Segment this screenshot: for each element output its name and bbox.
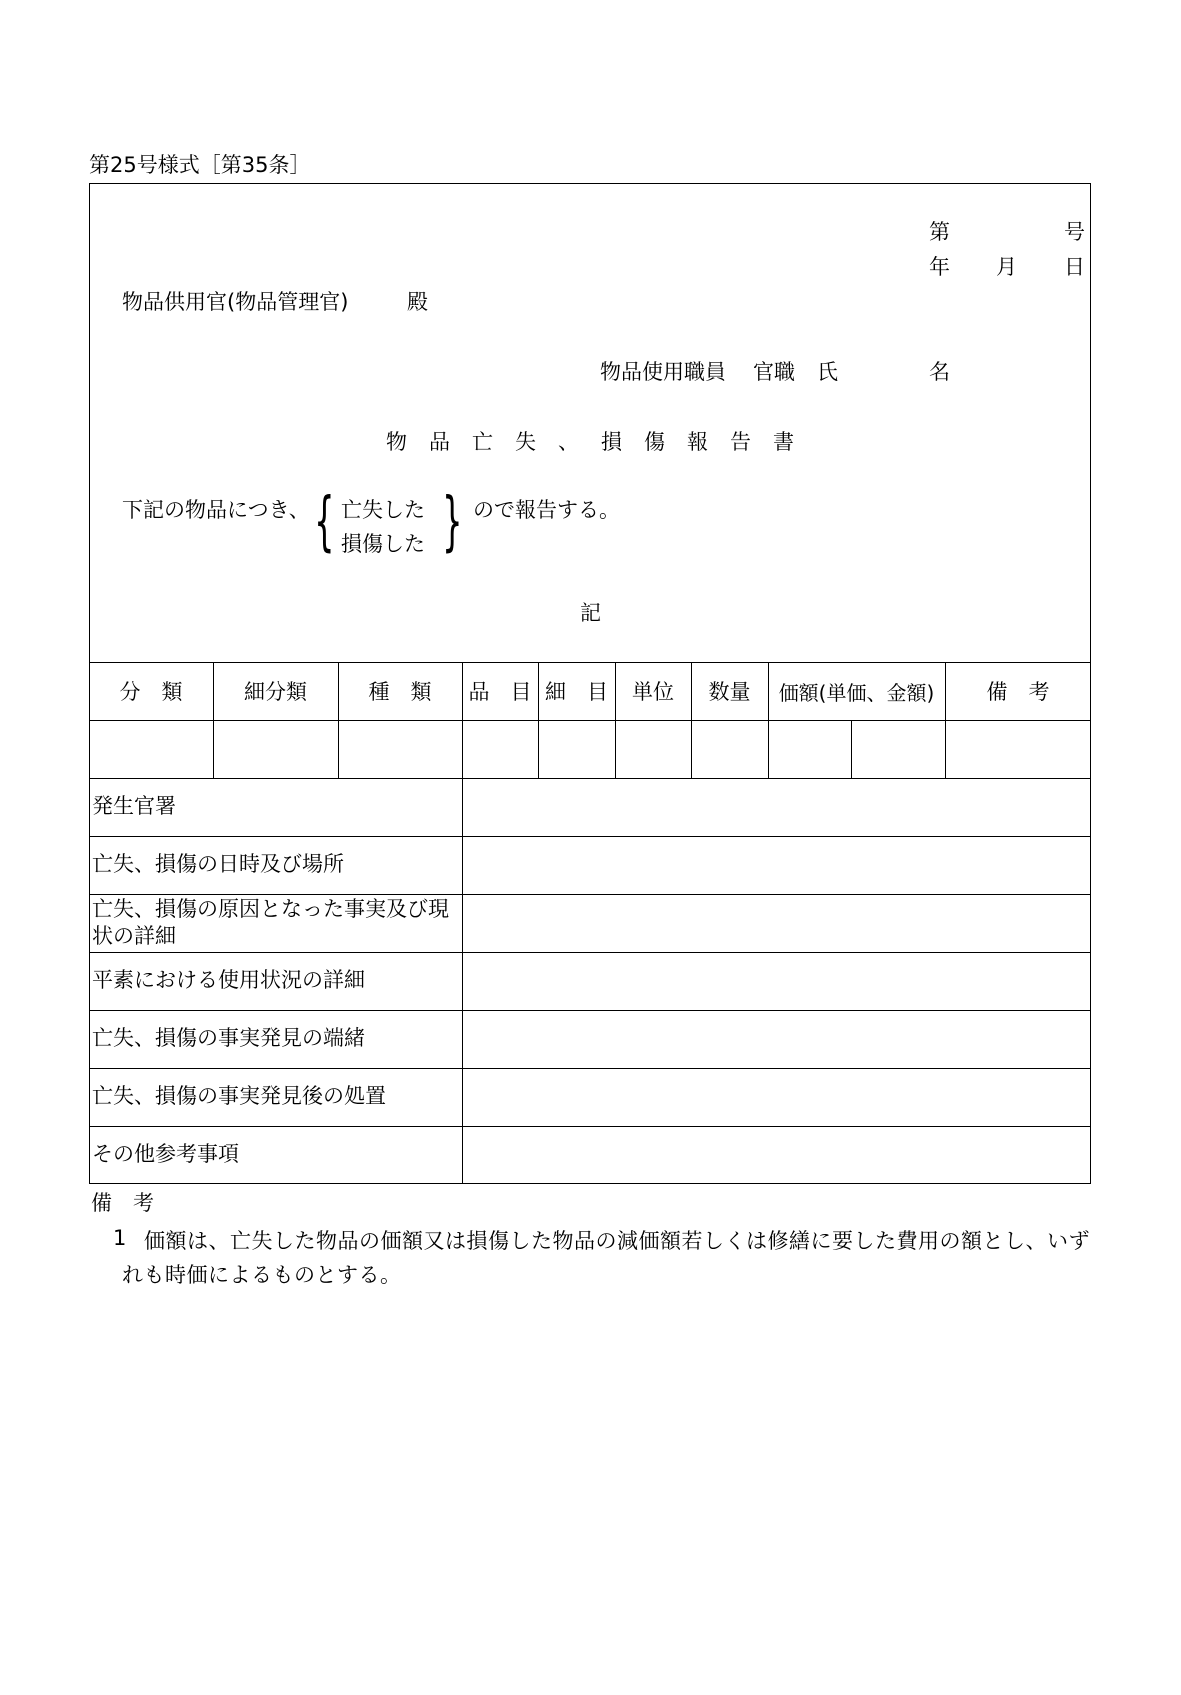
year-label: 年 [929,255,950,279]
note-number: 1 [113,1226,127,1250]
honorific: 殿 [407,290,428,314]
document-title: 物品亡失、損傷報告書 [386,430,816,454]
header-price: 価額(単価、金額) [778,680,935,705]
row-label-discovery: 亡失、損傷の事実発見の端緒 [92,1026,365,1051]
row-label-office: 発生官署 [92,794,176,819]
row-label-other: その他参考事項 [92,1142,239,1167]
reporter-label: 物品使用職員 [600,360,726,384]
header-subcategory: 細分類 [244,680,307,704]
position-label: 官職 [753,360,795,384]
addressee: 物品供用官(物品管理官) [122,290,349,314]
statement-prefix: 下記の物品につき、 [122,498,310,522]
row-label-usage: 平素における使用状況の詳細 [92,968,365,993]
header-category: 分 類 [119,680,183,704]
header-remarks: 備 考 [986,680,1050,704]
statement-suffix: ので報告する。 [473,498,620,522]
name-label-2: 名 [929,360,950,384]
name-label-1: 氏 [817,360,838,384]
header-detail-item: 細 目 [545,680,608,704]
note-text: 価額は、亡失した物品の価額又は損傷した物品の減価額若しくは修繕に要した費用の額とし、いずれも時価によるものとする。 [122,1229,1090,1287]
right-brace-icon: } [442,485,463,559]
month-label: 月 [996,255,1017,279]
ki-label: 記 [580,601,601,625]
number-suffix: 号 [1064,220,1085,244]
row-label-datetime-place: 亡失、損傷の日時及び場所 [92,852,344,877]
row-label-measures: 亡失、損傷の事実発見後の処置 [92,1084,386,1109]
row-label-cause: 亡失、損傷の原因となった事実及び現状の詳細 [92,896,449,948]
form-number: 第25号様式［第35条］ [89,153,311,177]
header-unit: 単位 [632,680,674,704]
header-item: 品 目 [468,680,532,704]
option-damaged: 損傷した [341,532,425,556]
header-type: 種 類 [368,680,432,704]
option-lost: 亡失した [341,498,425,522]
left-brace-icon: { [314,485,335,559]
notes-heading: 備 考 [91,1191,154,1215]
day-label: 日 [1064,255,1085,279]
number-prefix: 第 [929,220,950,244]
header-quantity: 数量 [708,680,751,704]
